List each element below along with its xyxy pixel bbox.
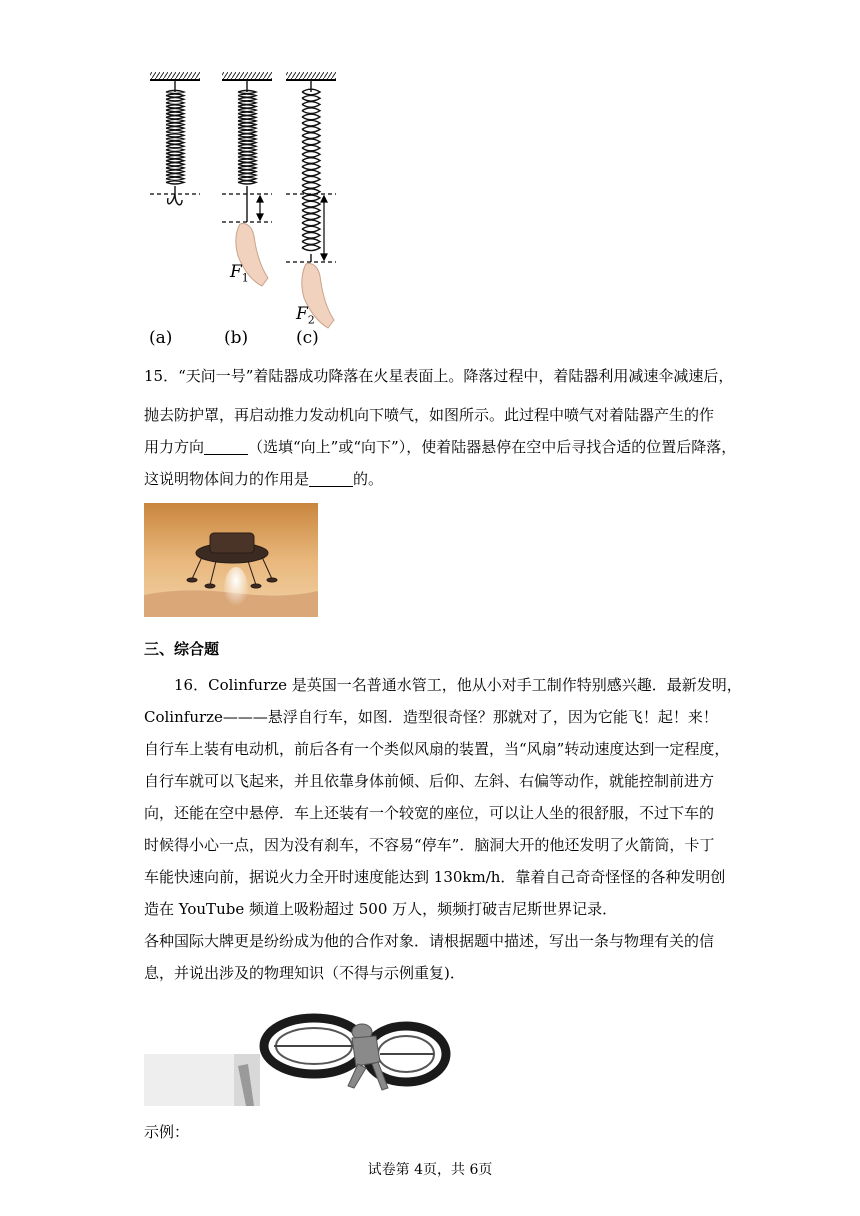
answer-blank-2[interactable]	[309, 470, 353, 487]
ceiling-a	[150, 72, 200, 80]
q15-line-4: 这说明物体间力的作用是 的。	[144, 470, 384, 488]
q16-line-7: 车能快速向前，据说火力全开时速度能达到 130km/h．靠着自己奇奇怪怪的各种发明创	[144, 868, 726, 886]
section-heading: 三、综合题	[144, 640, 220, 658]
example-label: 示例：	[144, 1123, 190, 1141]
q16-line-6: 时候得小心一点，因为没有刹车，不容易“停车”．脑洞大开的他还发明了火箭筒，卡丁	[144, 836, 715, 854]
q16-line-2: Colinfurze———悬浮自行车，如图．造型很奇怪？那就对了，因为它能飞！起！来！	[144, 708, 718, 726]
figure-label-b: (b)	[224, 328, 249, 348]
spring-figure	[140, 66, 350, 356]
force-label-f2: $F_2$	[296, 304, 315, 327]
q16-line-5: 向，还能在空中悬停．车上还装有一个较宽的座位，可以让人坐的很舒服，不过下车的	[144, 804, 715, 822]
figure-label-a: (a)	[149, 328, 173, 348]
q16-line-1: 16．Colinfurze 是英国一名普通水管工，他从小对手工制作特别感兴趣．最新发明，	[174, 676, 742, 694]
spring-b	[238, 80, 256, 222]
ceiling-c	[286, 72, 336, 80]
force-label-f1: $F_1$	[230, 262, 249, 285]
hoverbike-image	[144, 1006, 454, 1106]
q15-line-1: 15．“天问一号”着陆器成功降落在火星表面上。降落过程中，着陆器利用减速伞减速后，	[144, 367, 734, 385]
q16-line-4: 自行车就可以飞起来，并且依靠身体前倾、后仰、左斜、右偏等动作，就能控制前进方	[144, 772, 715, 790]
q16-line-9: 各种国际大牌更是纷纷成为他的合作对象．请根据题中描述，写出一条与物理有关的信	[144, 932, 715, 950]
answer-blank-1[interactable]	[204, 438, 248, 455]
spring-c	[302, 80, 320, 262]
hook-icon	[168, 194, 182, 205]
q16-line-10: 息，并说出涉及的物理知识（不得与示例重复)．	[144, 964, 465, 982]
q15-line-2: 抛去防护罩，再启动推力发动机向下喷气，如图所示。此过程中喷气对着陆器产生的作	[144, 406, 715, 424]
spring-a	[166, 80, 184, 194]
q16-line-3: 自行车上装有电动机，前后各有一个类似风扇的装置，当“风扇”转动速度达到一定程度，	[144, 740, 730, 758]
mars-lander-image	[144, 503, 318, 617]
figure-label-c: (c)	[296, 328, 319, 348]
q16-line-8: 造在 YouTube 频道上吸粉超过 500 万人，频频打破吉尼斯世界记录．	[144, 900, 618, 918]
ceiling-b	[222, 72, 272, 80]
q15-line-3: 用力方向 （选填“向上”或“向下”），使着陆器悬停在空中后寻找合适的位置后降落，	[144, 438, 737, 456]
page-footer: 试卷第 4页，共 6页	[367, 1162, 493, 1178]
